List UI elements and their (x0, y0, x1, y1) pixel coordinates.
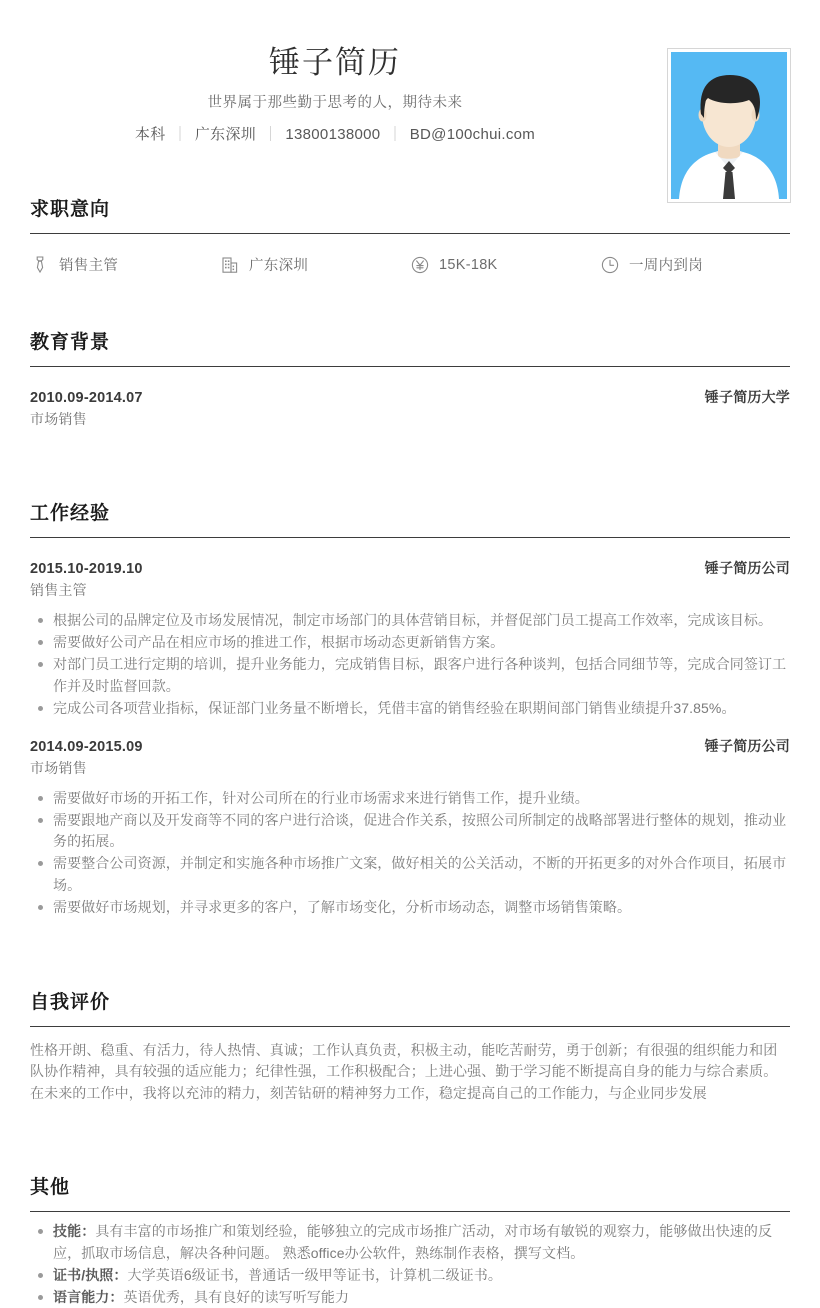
work-entry (30, 720, 790, 919)
header-contact-meta (30, 120, 640, 150)
spacer (0, 1126, 820, 1148)
education-major: 市场销售 (30, 408, 790, 430)
avatar (671, 52, 787, 199)
other-item-label: 证书/执照： (53, 1267, 128, 1283)
job-intent-row (30, 238, 790, 281)
education-entry-head (30, 387, 790, 407)
spacer (0, 1104, 820, 1126)
other-item-label: 语言能力： (53, 1289, 124, 1305)
section-title-work: 工作经验 (30, 500, 790, 528)
work-date: 2015.10-2019.10 (30, 561, 143, 577)
spacer (0, 430, 820, 452)
meta-separator-1: ｜ (166, 126, 195, 143)
intent-position-label: 销售主管 (59, 254, 118, 275)
list-item (30, 1287, 790, 1308)
clock-icon (600, 255, 620, 275)
header-slogan: 世界属于那些勤于思考的人，期待未来 (30, 86, 640, 120)
resume-header (0, 0, 820, 170)
work-duties-list (30, 610, 790, 719)
section-divider-education (30, 366, 790, 367)
meta-phone: 13800138000 (285, 126, 380, 143)
avatar-frame (667, 48, 791, 203)
other-list (30, 1221, 790, 1308)
section-divider-other (30, 1211, 790, 1212)
spacer (0, 281, 820, 303)
section-divider-self-evaluation (30, 1026, 790, 1027)
list-item: 对部门员工进行定期的培训，提升业务能力，完成销售目标，跟客户进行各种谈判，包括合同细节等，完成合同签订工作并及时监督回款。 (30, 654, 790, 697)
list-item: 需要做好市场规划，并寻求更多的客户，了解市场变化，分析市场动态，调整市场销售策略。 (30, 897, 790, 919)
meta-separator-2: ｜ (256, 126, 285, 143)
work-duties-list (30, 788, 790, 919)
work-position: 市场销售 (30, 757, 790, 779)
section-education (0, 329, 820, 430)
yen-coin-icon (410, 255, 430, 275)
other-item-text: 大学英语6级证书，普通话一级甲等证书，计算机二级证书。 (128, 1267, 502, 1283)
list-item: 需要整合公司资源，并制定和实施各种市场推广文案，做好相关的公关活动，不断的开拓更多的对外合作项目，拓展市场。 (30, 853, 790, 896)
section-other (0, 1174, 820, 1308)
spacer (0, 452, 820, 474)
list-item: 需要做好市场的开拓工作，针对公司所在的行业市场需求来进行销售工作，提升业绩。 (30, 788, 790, 810)
education-entry (30, 371, 790, 430)
intent-city-label: 广东深圳 (249, 254, 308, 275)
meta-location: 广东深圳 (195, 126, 256, 143)
other-item-label: 技能： (53, 1223, 95, 1239)
work-position: 销售主管 (30, 579, 790, 601)
list-item: 需要跟地产商以及开发商等不同的客户进行洽谈，促进合作关系，按照公司所制定的战略部署进行整体的规划，推动业务的拓展。 (30, 810, 790, 853)
intent-availability-label: 一周内到岗 (629, 254, 703, 275)
self-evaluation-text: 性格开朗、稳重、有活力，待人热情、真诚；工作认真负责，积极主动，能吃苦耐劳，勇于创新；有很强的组织能力和团队协作精神，具有较强的适应能力；纪律性强，工作积极配合；上进心强、勤于学习能不断提高自身的能力与综合素质。在未来的工作中，我将以充沛的精力，刻苦钻研的精神努力工作，稳定提高自己的工作能力，与企业同步发展 (30, 1040, 790, 1105)
meta-education-level: 本科 (135, 126, 166, 143)
intent-salary-label: 15K-18K (439, 257, 498, 273)
list-item: 根据公司的品牌定位及市场发展情况，制定市场部门的具体营销目标，并督促部门员工提高工作效率，完成该目标。 (30, 610, 790, 632)
section-title-education: 教育背景 (30, 329, 790, 357)
work-date: 2014.09-2015.09 (30, 739, 143, 755)
list-item (30, 1221, 790, 1264)
spacer (0, 941, 820, 963)
work-entry-head (30, 736, 790, 756)
meta-separator-3: ｜ (380, 126, 409, 143)
section-title-self-evaluation: 自我评价 (30, 989, 790, 1017)
meta-email: BD@100chui.com (410, 126, 535, 143)
list-item: 完成公司各项营业指标，保证部门业务量不断增长，凭借丰富的销售经验在职期间部门销售业绩提升37.85%。 (30, 698, 790, 720)
page-title: 锤子简历 (30, 40, 640, 86)
work-company: 锤子简历公司 (705, 558, 790, 578)
section-title-other: 其他 (30, 1174, 790, 1202)
other-item-text: 英语优秀，具有良好的读写听写能力 (124, 1289, 350, 1305)
tie-icon (30, 255, 50, 275)
work-entry-head (30, 558, 790, 578)
section-self-evaluation (0, 989, 820, 1105)
education-school: 锤子简历大学 (705, 387, 790, 407)
section-work-experience (0, 500, 820, 918)
section-divider-work (30, 537, 790, 538)
work-company: 锤子简历公司 (705, 736, 790, 756)
work-entry (30, 542, 790, 719)
list-item: 需要做好公司产品在相应市场的推进工作，根据市场动态更新销售方案。 (30, 632, 790, 654)
spacer (0, 919, 820, 941)
section-title-job-intent: 求职意向 (30, 196, 790, 224)
intent-item-salary (410, 254, 600, 275)
education-date: 2010.09-2014.07 (30, 390, 143, 406)
building-icon (220, 255, 240, 275)
section-divider-job-intent (30, 233, 790, 234)
intent-item-city (220, 254, 410, 275)
intent-item-availability (600, 254, 790, 275)
section-job-intent (0, 196, 820, 281)
intent-item-position (30, 254, 220, 275)
list-item (30, 1265, 790, 1287)
other-item-text: 具有丰富的市场推广和策划经验，能够独立的完成市场推广活动，对市场有敏锐的观察力，能够做出快速的反应，抓取市场信息，解决各种问题。 熟悉office办公软件，熟练制作表格，撰写文档。 (53, 1223, 772, 1261)
